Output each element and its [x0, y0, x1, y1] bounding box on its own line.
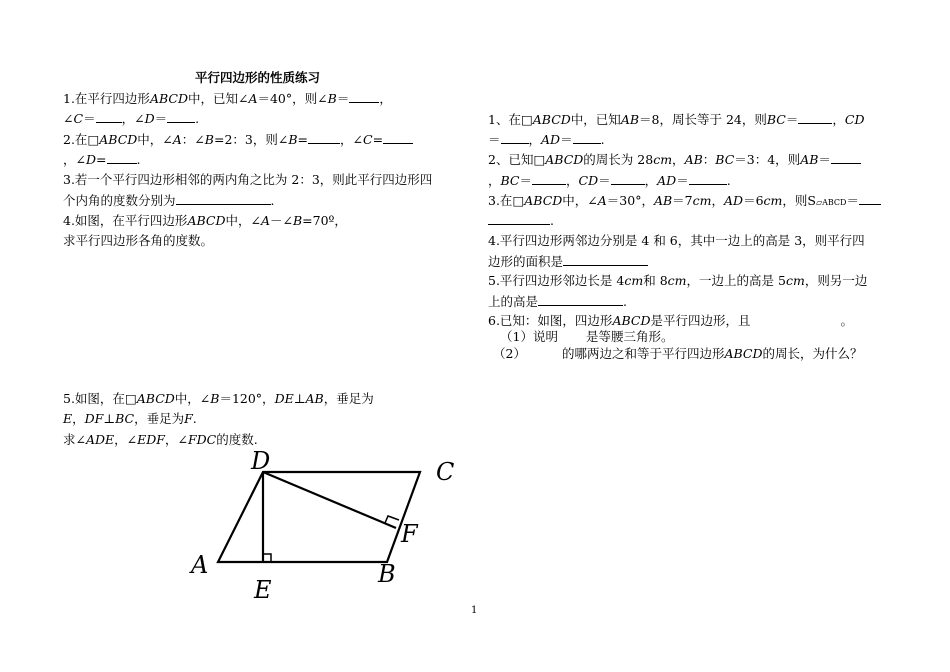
question-4-line-1: 4.如图，在平行四边形ABCD中，∠A－∠B=70º，: [63, 213, 347, 228]
right-angle-mark-f: [385, 516, 399, 523]
question-3-line-1: 3.若一个平行四边形相邻的两内角之比为 2：3，则此平行四边形四: [63, 172, 433, 187]
right-question-4-line-2: 边形的面积是: [488, 253, 648, 270]
right-question-1-line-2: ＝ ，AD＝ .: [488, 132, 605, 147]
question-1-line-2: ∠C＝ ，∠D＝ .: [63, 111, 200, 126]
question-2-line-1: 2.在□ABCD中，∠A：∠B=2：3，则∠B= ，∠C=: [63, 131, 413, 148]
label-d: D: [251, 448, 271, 475]
question-1-line-1: 1.在平行四边形ABCD中，已知∠A＝40°，则∠B＝ ，: [63, 91, 392, 106]
right-question-3-line-2: .: [488, 212, 554, 229]
right-question-4-line-1: 4.平行四边形两邻边分别是 4 和 6，其中一边上的高是 3，则平行四: [488, 233, 865, 248]
question-4-line-2: 求平行四边形各角的度数。: [63, 233, 214, 248]
right-question-1-line-1: 1、在□ABCD中，已知AB＝8，周长等于 24，则BC＝ ，CD: [488, 112, 865, 127]
page-title: 平行四边形的性质练习: [195, 70, 321, 85]
label-c: C: [436, 458, 455, 486]
segment-df: [263, 472, 396, 528]
right-question-2-line-2: ，BC＝ ，CD＝ ，AD＝ .: [488, 173, 731, 188]
question-5-line-1: 5.如图，在□ABCD中，∠B＝120°，DE⊥AB，垂足为: [63, 391, 374, 406]
label-a: A: [191, 551, 209, 579]
right-question-6-line-3: （2） 的哪两边之和等于平行四边形ABCD的周长，为什么？: [493, 346, 863, 361]
label-f: F: [401, 520, 418, 548]
question-5-line-2: E，DF⊥BC，垂足为F.: [63, 411, 197, 426]
right-question-5-line-1: 5.平行四边形邻边长是 4cm和 8cm，一边上的高是 5cm，则另一边: [488, 273, 868, 288]
right-question-3-line-1: 3.在□ABCD中，∠A＝30°，AB＝7cm，AD＝6cm，则S▱ABCD＝: [488, 192, 881, 211]
page-number: 1: [471, 605, 478, 616]
right-question-5-line-2: 上的高是 .: [488, 294, 627, 309]
right-angle-mark-e: [263, 554, 271, 562]
question-5-line-3: 求∠ADE，∠EDF，∠FDC的度数.: [63, 432, 258, 447]
right-question-6-line-2: （1）说明 是等腰三角形。: [500, 329, 674, 344]
right-question-6-line-1: 6.已知：如图，四边形ABCD是平行四边形，且 。: [488, 313, 853, 328]
question-2-line-2: ，∠D= .: [63, 152, 141, 167]
label-b: B: [378, 560, 396, 588]
parallelogram-figure: [185, 448, 475, 608]
question-3-line-2: 个内角的度数分别为 .: [63, 193, 275, 208]
right-question-2-line-1: 2、已知□ABCD的周长为 28cm，AB：BC＝3：4，则AB＝: [488, 151, 861, 168]
label-e: E: [254, 576, 272, 604]
